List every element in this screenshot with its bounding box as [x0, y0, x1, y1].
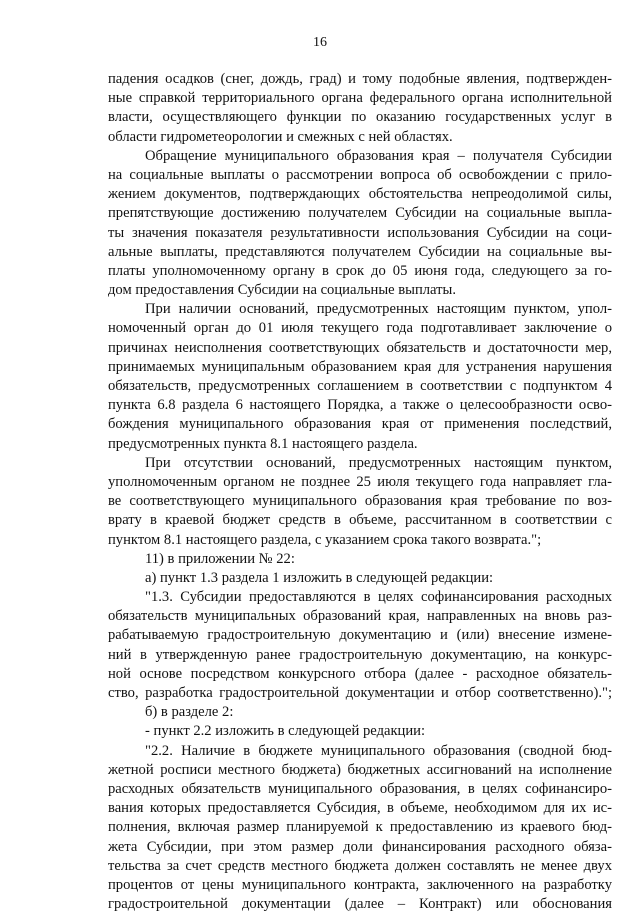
text-line: альные выплаты, представляются получателем Субсидии на социальные вы-	[108, 243, 612, 260]
text-line: жением документов, подтверждающих обстоятельства непреодолимой силы,	[108, 186, 612, 203]
text-line: При наличии оснований, предусмотренных настоящим пунктом, упол-	[145, 301, 612, 318]
text-line: При отсутствии оснований, предусмотренных настоящим пунктом,	[145, 454, 612, 471]
text-line: ные справкой территориального органа федерального органа исполнительной	[108, 90, 612, 107]
text-line: ве соответствующего муниципального образования края требование по воз-	[108, 493, 612, 510]
text-line: обязательств, предусмотренных соглашением в соответствии с подпунктом 4	[108, 378, 612, 394]
text-line: обязательств муниципальных образований края, направленных на вновь раз-	[108, 608, 612, 625]
text-line: рабатываемую градостроительную документацию и (или) внесение измене-	[108, 627, 612, 644]
text-line: на социальные выплаты о рассмотрении вопроса об освобождении с прило-	[108, 166, 612, 183]
text-line: области гидрометеорологии и смежных с ней областях.	[108, 128, 453, 145]
text-line: "1.3. Субсидии предоставляются в целях софинансирования расходных	[145, 589, 612, 606]
text-line: 11) в приложении № 22:	[145, 550, 295, 567]
text-line: дом предоставления Субсидии на социальные выплаты.	[108, 282, 456, 299]
text-line: жетной росписи местного бюджета) бюджетных ассигнований на исполнение	[108, 761, 612, 778]
text-line: уполномоченным органом не позднее 25 июля текущего года направляет гла-	[108, 473, 612, 490]
text-line: ство, разработка градостроительной документации и отбор соответственно).";	[108, 685, 612, 701]
text-line: причинах неисполнения соответствующих обязательств и достаточности мер,	[108, 339, 612, 356]
text-line: ной основе посредством конкурсного отбора (далее - расходное обязатель-	[108, 665, 612, 682]
text-line: а) пункт 1.3 раздела 1 изложить в следующей редакции:	[145, 569, 494, 586]
text-line: номоченный орган до 01 июля текущего года подготавливает заключение о	[108, 320, 612, 337]
text-line: принимаемых муниципальным образованием края для устранения нарушения	[108, 358, 612, 375]
text-line: "2.2. Наличие в бюджете муниципального образования (сводной бюд-	[145, 742, 612, 759]
text-line: врату в краевой бюджет средств в объеме, рассчитанном в соответствии с	[108, 512, 612, 529]
text-line: ты значения показателя результативности использования Субсидии на соци-	[108, 224, 612, 241]
text-line: бождения муниципального образования края от применения последствий,	[108, 416, 612, 433]
text-line: тельства за счет средств местного бюджета должен составлять не менее двух	[108, 857, 612, 874]
text-line: ний в утвержденную ранее градостроительную документацию, на конкурс-	[108, 646, 612, 663]
text-line: Обращение муниципального образования края – получателя Субсидии	[145, 147, 612, 164]
text-line: вания которых предоставляется Субсидия, в объеме, необходимом для их ис-	[108, 800, 612, 817]
document-body	[108, 70, 612, 914]
text-line: полнения, включая размер планируемой к предоставлению из краевого бюд-	[108, 819, 612, 836]
text-line: расходных обязательств муниципального образования, в целях софинансиро-	[108, 780, 612, 797]
text-line: - пункт 2.2 изложить в следующей редакции:	[145, 723, 426, 740]
text-line: предусмотренных пункта 8.1 настоящего раздела.	[108, 435, 418, 452]
text-line: препятствующие достижению получателем Субсидии на социальные выпла-	[108, 205, 612, 222]
text-line: пункта 6.8 раздела 6 настоящего Порядка, а также о целесообразности осво-	[108, 397, 612, 414]
text-line: пунктом 8.1 настоящего раздела, с указанием срока такого возврата.";	[108, 531, 542, 548]
text-line: жета Субсидии, при этом размер доли финансирования расходного обяза-	[108, 838, 612, 855]
text-line: платы уполномоченному органу в срок до 05 июня года, следующего за го-	[108, 262, 612, 279]
text-line: падения осадков (снег, дождь, град) и тому подобные явления, подтвержден-	[108, 71, 612, 87]
text-line: процентов от цены муниципального контракта, заключенного на разработку	[108, 876, 612, 893]
page-number: 16	[313, 35, 327, 50]
text-line: б) в разделе 2:	[145, 704, 234, 721]
text-line: власти, осуществляющего функции по оказанию государственных услуг в	[108, 109, 612, 126]
text-line: градостроительной документации (далее – Контракт) или обоснования	[108, 896, 612, 913]
